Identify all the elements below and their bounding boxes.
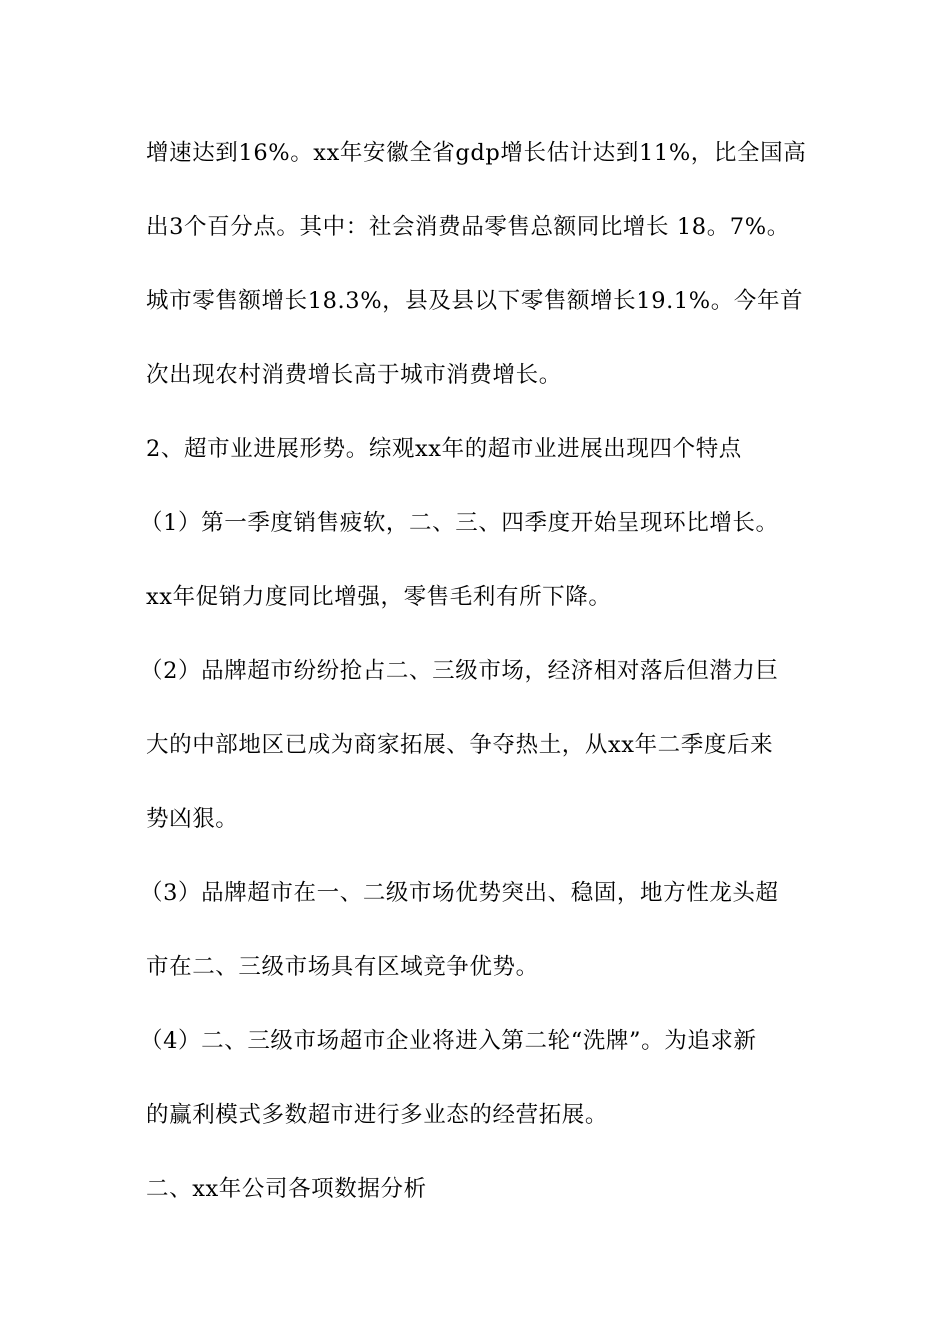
paragraph-line: 市在二、三级市场具有区域竞争优势。	[146, 954, 539, 980]
paragraph-line: 势凶狠。	[146, 806, 239, 832]
list-item: （3）品牌超市在一、二级市场优势突出、稳固，地方性龙头超	[140, 880, 779, 906]
paragraph-line: 次出现农村消费增长高于城市消费增长。	[146, 362, 562, 388]
section-heading: 二、xx年公司各项数据分析	[146, 1176, 427, 1202]
paragraph-line: 的赢利模式多数超市进行多业态的经营拓展。	[146, 1102, 609, 1128]
paragraph-line: 增速达到16%。xx年安徽全省gdp增长估计达到11%，比全国高	[146, 140, 807, 166]
list-item: （4）二、三级市场超市企业将进入第二轮“洗牌”。为追求新	[140, 1028, 757, 1054]
paragraph-line: 城市零售额增长18.3%，县及县以下零售额增长19.1%。今年首	[146, 288, 804, 314]
paragraph-line: 大的中部地区已成为商家拓展、争夺热土，从xx年二季度后来	[146, 732, 774, 758]
paragraph-line: 出3个百分点。其中：社会消费品零售总额同比增长 18。7%。	[146, 214, 790, 240]
list-item: （1）第一季度销售疲软，二、三、四季度开始呈现环比增长。	[140, 510, 779, 536]
paragraph-line: xx年促销力度同比增强，零售毛利有所下降。	[146, 584, 612, 610]
list-item: （2）品牌超市纷纷抢占二、三级市场，经济相对落后但潜力巨	[140, 658, 779, 684]
section-heading: 2、超市业进展形势。综观xx年的超市业进展出现四个特点	[146, 436, 742, 462]
